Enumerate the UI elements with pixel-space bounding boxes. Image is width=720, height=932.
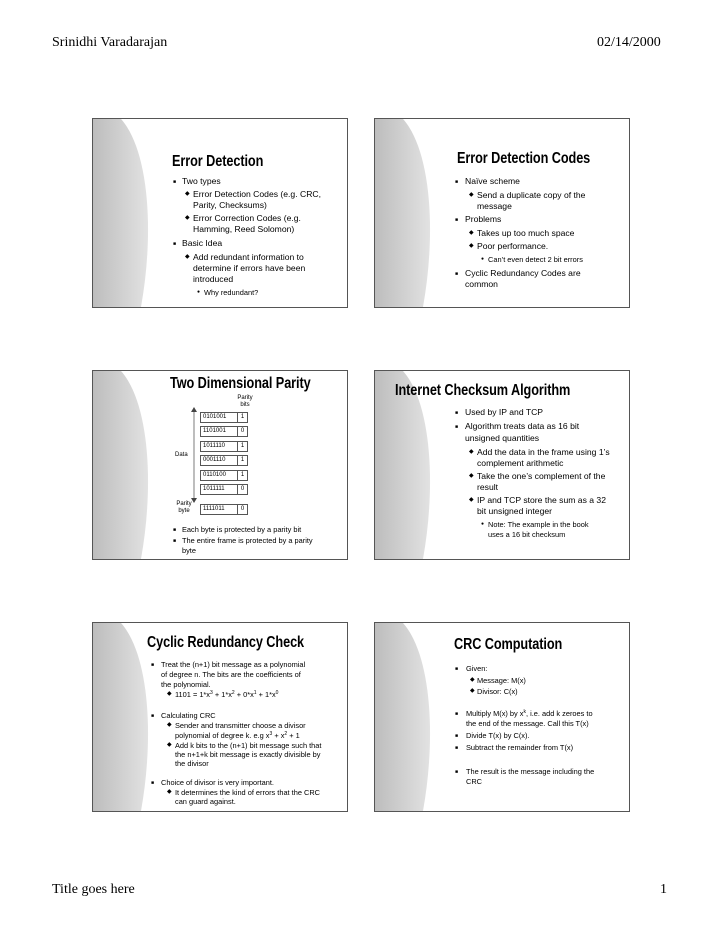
bullet-text: message [477, 201, 512, 211]
bullet-text: Divisor: C(x) [477, 687, 518, 696]
bullet-text: complement arithmetic [477, 458, 564, 468]
bullet-text: result [477, 482, 499, 492]
parity-byte-row [200, 504, 248, 515]
bullet-text: Given: [466, 664, 488, 673]
bullet-text: common [465, 279, 498, 289]
diamond-bullet-icon: ◆ [167, 789, 172, 795]
diamond-bullet-icon: ◆ [167, 691, 172, 697]
bullet-text: Subtract the remainder from T(x) [466, 743, 574, 752]
square-bullet-icon: ■ [173, 241, 177, 247]
slide-crc-computation [374, 622, 630, 812]
square-bullet-icon: ■ [173, 527, 177, 533]
square-bullet-icon: ■ [173, 538, 177, 544]
parity-row [200, 412, 248, 423]
row-parity-bit: 1 [240, 457, 245, 463]
bullet-text: Add redundant information to [193, 252, 304, 262]
bullet-text: Add the data in the frame using 1’s [477, 447, 610, 457]
square-bullet-icon: ■ [151, 780, 155, 786]
bullet-text: of degree n. The bits are the coefficients of [161, 670, 301, 679]
bullet-text: Divide T(x) by C(x). [466, 731, 530, 740]
bullet-text: unsigned quantities [465, 433, 540, 443]
bullet-text: Naïve scheme [465, 176, 520, 186]
bullet-text: Add k bits to the (n+1) bit message such that [175, 741, 322, 750]
slide-error-detection [92, 118, 348, 308]
square-bullet-icon: ■ [151, 662, 155, 668]
footer-page-number: 1 [660, 882, 667, 897]
diamond-bullet-icon: ◆ [167, 722, 172, 728]
bullet-text: Note: The example in the book [488, 520, 589, 529]
bullet-text: Error Detection Codes (e.g. CRC, [193, 189, 321, 199]
bullet-text: bit unsigned integer [477, 506, 553, 516]
square-bullet-icon: ■ [455, 733, 459, 739]
slide-two-dimensional-parity [92, 370, 348, 560]
bullet-text: CRC [466, 777, 483, 786]
diamond-bullet-icon: ◆ [469, 497, 474, 503]
slide-title: Error Detection [172, 153, 264, 170]
dot-bullet-icon: ● [481, 256, 485, 262]
row-bits: 1011110 [201, 442, 238, 451]
header-author: Srinidhi Varadarajan [52, 35, 168, 50]
square-bullet-icon: ■ [455, 424, 459, 430]
polynomial-formula: $1101 = 1*x^3 + 1*x^2 + 0*x^1 + 1*x^0$ [175, 690, 279, 699]
square-bullet-icon: ■ [173, 179, 177, 185]
bullet-text: Why redundant? [204, 288, 259, 297]
square-bullet-icon: ■ [455, 711, 459, 717]
bullet-text: Two types [182, 176, 221, 186]
bullet-text: the polynomial. [161, 680, 211, 689]
bullet-text: Problems [465, 214, 502, 224]
bullet-text: the divisor [175, 759, 209, 768]
bullet-text: Each byte is protected by a parity bit [182, 525, 302, 534]
slide-title: CRC Computation [454, 636, 563, 653]
diamond-bullet-icon: ◆ [167, 742, 172, 748]
slide-internet-checksum [374, 370, 630, 560]
bullet-text: determine if errors have been [193, 263, 306, 273]
row-parity-bit: 0 [240, 506, 245, 512]
divisor-example: polynomial of degree k. e.g $x^3 + x^2 + 1$ [175, 731, 300, 740]
slide-error-detection-codes [374, 118, 630, 308]
parity-byte-label: Parity byte [176, 501, 192, 514]
square-bullet-icon: ■ [455, 745, 459, 751]
parity-row [200, 484, 248, 495]
bullet-text: The result is the message including the [466, 767, 595, 776]
square-bullet-icon: ■ [455, 217, 459, 223]
square-bullet-icon: ■ [455, 769, 459, 775]
bullet-text: Hamming, Reed Solomon) [193, 224, 295, 234]
parity-row [200, 470, 248, 481]
bullet-text: Message: M(x) [477, 676, 526, 685]
square-bullet-icon: ■ [455, 179, 459, 185]
slide-cyclic-redundancy-check [92, 622, 348, 812]
bullet-text: Basic Idea [182, 238, 223, 248]
bullet-text: Error Correction Codes (e.g. [193, 213, 301, 223]
bullet-text: Algorithm treats data as 16 bit [465, 421, 580, 431]
bullet-text: Calculating CRC [161, 711, 216, 720]
header-date: 02/14/2000 [597, 35, 661, 50]
square-bullet-icon: ■ [151, 713, 155, 719]
slide-title: Cyclic Redundancy Check [147, 634, 305, 651]
parity-bits-label: Parity bits [237, 395, 253, 408]
diamond-bullet-icon: ◆ [469, 230, 474, 236]
diamond-bullet-icon: ◆ [470, 688, 475, 694]
parity-row [200, 426, 248, 437]
bullet-text: can guard against. [175, 797, 236, 806]
footer-title: Title goes here [52, 882, 135, 897]
bullet-text: the end of the message. Call this T(x) [466, 719, 589, 728]
dot-bullet-icon: ● [481, 521, 485, 527]
bullet-text: Can’t even detect 2 bit errors [488, 255, 583, 264]
bullet-text: Treat the (n+1) bit message as a polynomial [161, 660, 306, 669]
data-label: Data [175, 452, 188, 458]
row-bits: 0001110 [201, 456, 238, 465]
row-parity-bit: 0 [240, 428, 245, 434]
slide-title: Error Detection Codes [457, 150, 591, 167]
square-bullet-icon: ■ [455, 666, 459, 672]
row-bits: 1011111 [201, 485, 238, 494]
row-bits: 0110100 [201, 471, 238, 480]
parity-row [200, 441, 248, 452]
bullet-text: the n+1+k bit message is exactly divisible by [175, 750, 321, 759]
diamond-bullet-icon: ◆ [469, 192, 474, 198]
row-parity-bit: 1 [240, 472, 245, 478]
slide-title: Internet Checksum Algorithm [395, 382, 571, 399]
bullet-text: Sender and transmitter choose a divisor [175, 721, 306, 730]
bullet-text: uses a 16 bit checksum [488, 530, 566, 539]
slide-title: Two Dimensional Parity [170, 375, 311, 392]
bullet-text: Send a duplicate copy of the [477, 190, 586, 200]
diamond-bullet-icon: ◆ [469, 473, 474, 479]
row-parity-bit: 1 [240, 443, 245, 449]
diamond-bullet-icon: ◆ [469, 449, 474, 455]
data-range-arrow [190, 407, 198, 503]
row-bits: 1111011 [201, 505, 238, 514]
bullet-text: It determines the kind of errors that the CRC [175, 788, 321, 797]
row-bits: 1101001 [201, 427, 238, 436]
multiply-step: Multiply M(x) by $x^k$, i.e. add k zeroes to [466, 709, 593, 718]
bullet-text: Choice of divisor is very important. [161, 778, 274, 787]
diamond-bullet-icon: ◆ [469, 243, 474, 249]
diamond-bullet-icon: ◆ [470, 677, 475, 683]
bullet-text: Parity, Checksums) [193, 200, 267, 210]
bullet-text: Poor performance. [477, 241, 549, 251]
bullet-text: introduced [193, 274, 234, 284]
parity-row [200, 455, 248, 466]
row-bits: 0101001 [201, 413, 238, 422]
bullet-text: byte [182, 546, 196, 555]
diamond-bullet-icon: ◆ [185, 191, 190, 197]
square-bullet-icon: ■ [455, 410, 459, 416]
diamond-bullet-icon: ◆ [185, 215, 190, 221]
bullet-text: Take the one’s complement of the [477, 471, 606, 481]
diamond-bullet-icon: ◆ [185, 254, 190, 260]
bullet-text: Cyclic Redundancy Codes are [465, 268, 581, 278]
row-parity-bit: 0 [240, 486, 245, 492]
dot-bullet-icon: ● [197, 289, 201, 295]
bullet-text: Used by IP and TCP [465, 407, 544, 417]
bullet-text: The entire frame is protected by a parity [182, 536, 313, 545]
row-parity-bit: 1 [240, 414, 245, 420]
square-bullet-icon: ■ [455, 271, 459, 277]
bullet-text: Takes up too much space [477, 228, 575, 238]
bullet-text: IP and TCP store the sum as a 32 [477, 495, 606, 505]
